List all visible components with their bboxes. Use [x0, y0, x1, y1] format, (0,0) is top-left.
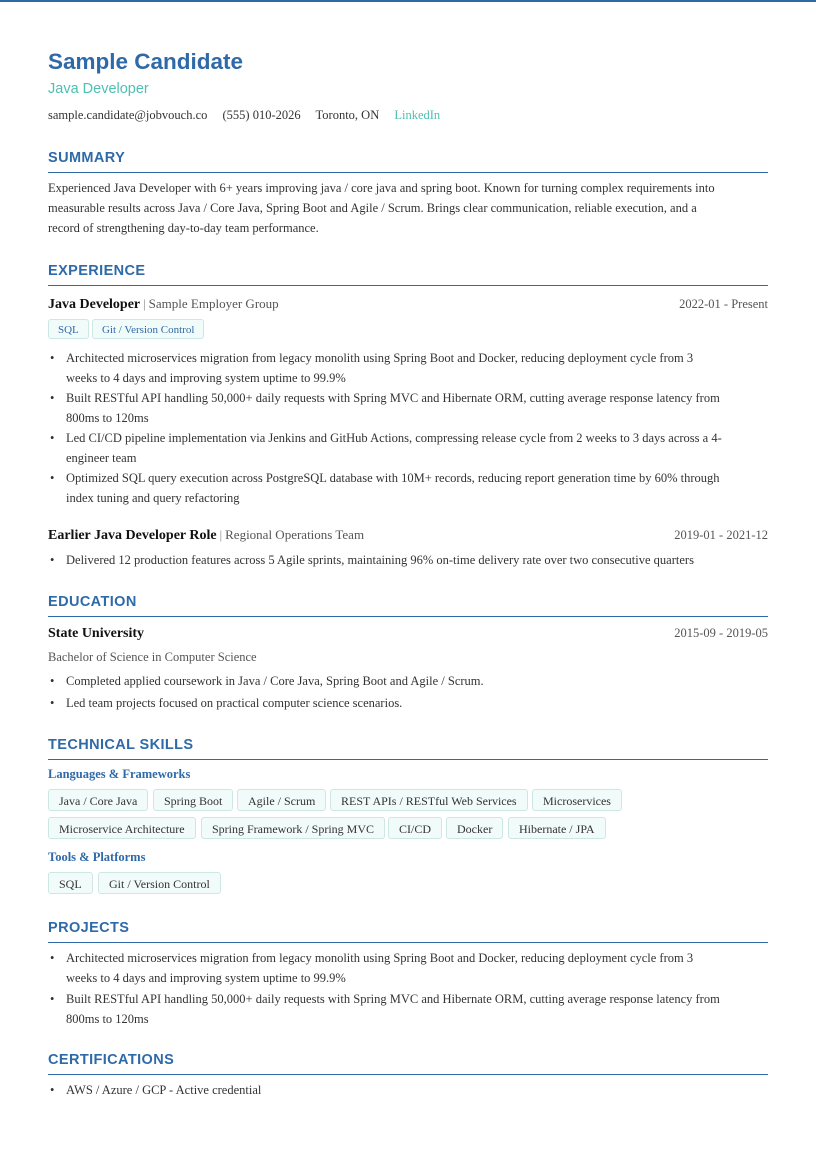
skill-chip: SQL: [48, 872, 93, 894]
projects-heading-text: PROJECTS: [48, 920, 130, 936]
skill-chip: Spring Boot: [153, 789, 233, 811]
education-heading-text: EDUCATION: [48, 594, 137, 610]
projects-heading: [48, 918, 768, 943]
skills-group-2-name: Tools & Platforms: [48, 850, 146, 864]
skill-chip: Spring Framework / Spring MVC: [201, 817, 385, 839]
contact-email[interactable]: sample.candidate@jobvouch.co: [48, 108, 208, 122]
job-1-tag-2: Git / Version Control: [92, 319, 204, 339]
contact-line: [48, 106, 452, 124]
certifications-heading: [48, 1050, 768, 1075]
summary-line-1: Experienced Java Developer with 6+ years improving java / core java and spring boot. Known for turning complex requirements into: [48, 181, 715, 195]
skill-chip: Agile / Scrum: [237, 789, 326, 811]
summary-line-3: record of strengthening day-to-day team performance.: [48, 221, 319, 235]
job-2-date: 2019-01 - 2021-12: [674, 528, 768, 542]
skill-chip: Git / Version Control: [98, 872, 221, 894]
certifications-heading-text: CERTIFICATIONS: [48, 1052, 175, 1068]
job-2-header: Earlier Java Developer Role | Regional Operations Team 2019-01 - 2021-12: [48, 527, 768, 543]
skill-chip: Docker: [446, 817, 503, 839]
job-1-org: Sample Employer Group: [148, 296, 279, 311]
summary-line-2: measurable results across Java / Core Java, Spring Boot and Agile / Scrum. Brings clear communication, reliable execution, and a: [48, 201, 697, 215]
job-1-tag-1: SQL: [48, 319, 89, 339]
degree-text: Bachelor of Science in Computer Science: [48, 650, 257, 664]
job-1-title: Java Developer: [48, 297, 141, 312]
skill-chip: Hibernate / JPA: [508, 817, 606, 839]
experience-heading: [48, 261, 768, 286]
skill-chip: Java / Core Java: [48, 789, 148, 811]
job-2-title: Earlier Java Developer Role: [48, 528, 217, 543]
skills-heading-text: TECHNICAL SKILLS: [48, 737, 194, 753]
skill-chip: Microservice Architecture: [48, 817, 196, 839]
candidate-name: Sample Candidate: [48, 49, 244, 74]
job-2-org: Regional Operations Team: [225, 527, 365, 542]
top-accent-bar: [0, 0, 816, 2]
candidate-headline: Java Developer: [48, 81, 149, 97]
skills-heading: [48, 735, 768, 760]
skill-chip: CI/CD: [388, 817, 442, 839]
contact-phone: (555) 010-2026: [222, 108, 301, 122]
education-heading: [48, 592, 768, 617]
education-date: 2015-09 - 2019-05: [674, 626, 768, 640]
linkedin-link[interactable]: LinkedIn: [394, 108, 441, 122]
skill-chip: REST APIs / RESTful Web Services: [330, 789, 528, 811]
summary-heading-text: SUMMARY: [48, 150, 126, 166]
job-1-header: Java Developer | Sample Employer Group 2022-01 - Present: [48, 296, 768, 312]
education-header: [48, 623, 768, 643]
experience-heading-text: EXPERIENCE: [48, 263, 146, 279]
skills-group-1-name: Languages & Frameworks: [48, 767, 191, 781]
skill-chip: Microservices: [532, 789, 622, 811]
summary-heading: [48, 148, 768, 173]
job-1-date: 2022-01 - Present: [679, 297, 768, 311]
school-name: State University: [48, 626, 145, 641]
contact-location: Toronto, ON: [315, 108, 380, 122]
